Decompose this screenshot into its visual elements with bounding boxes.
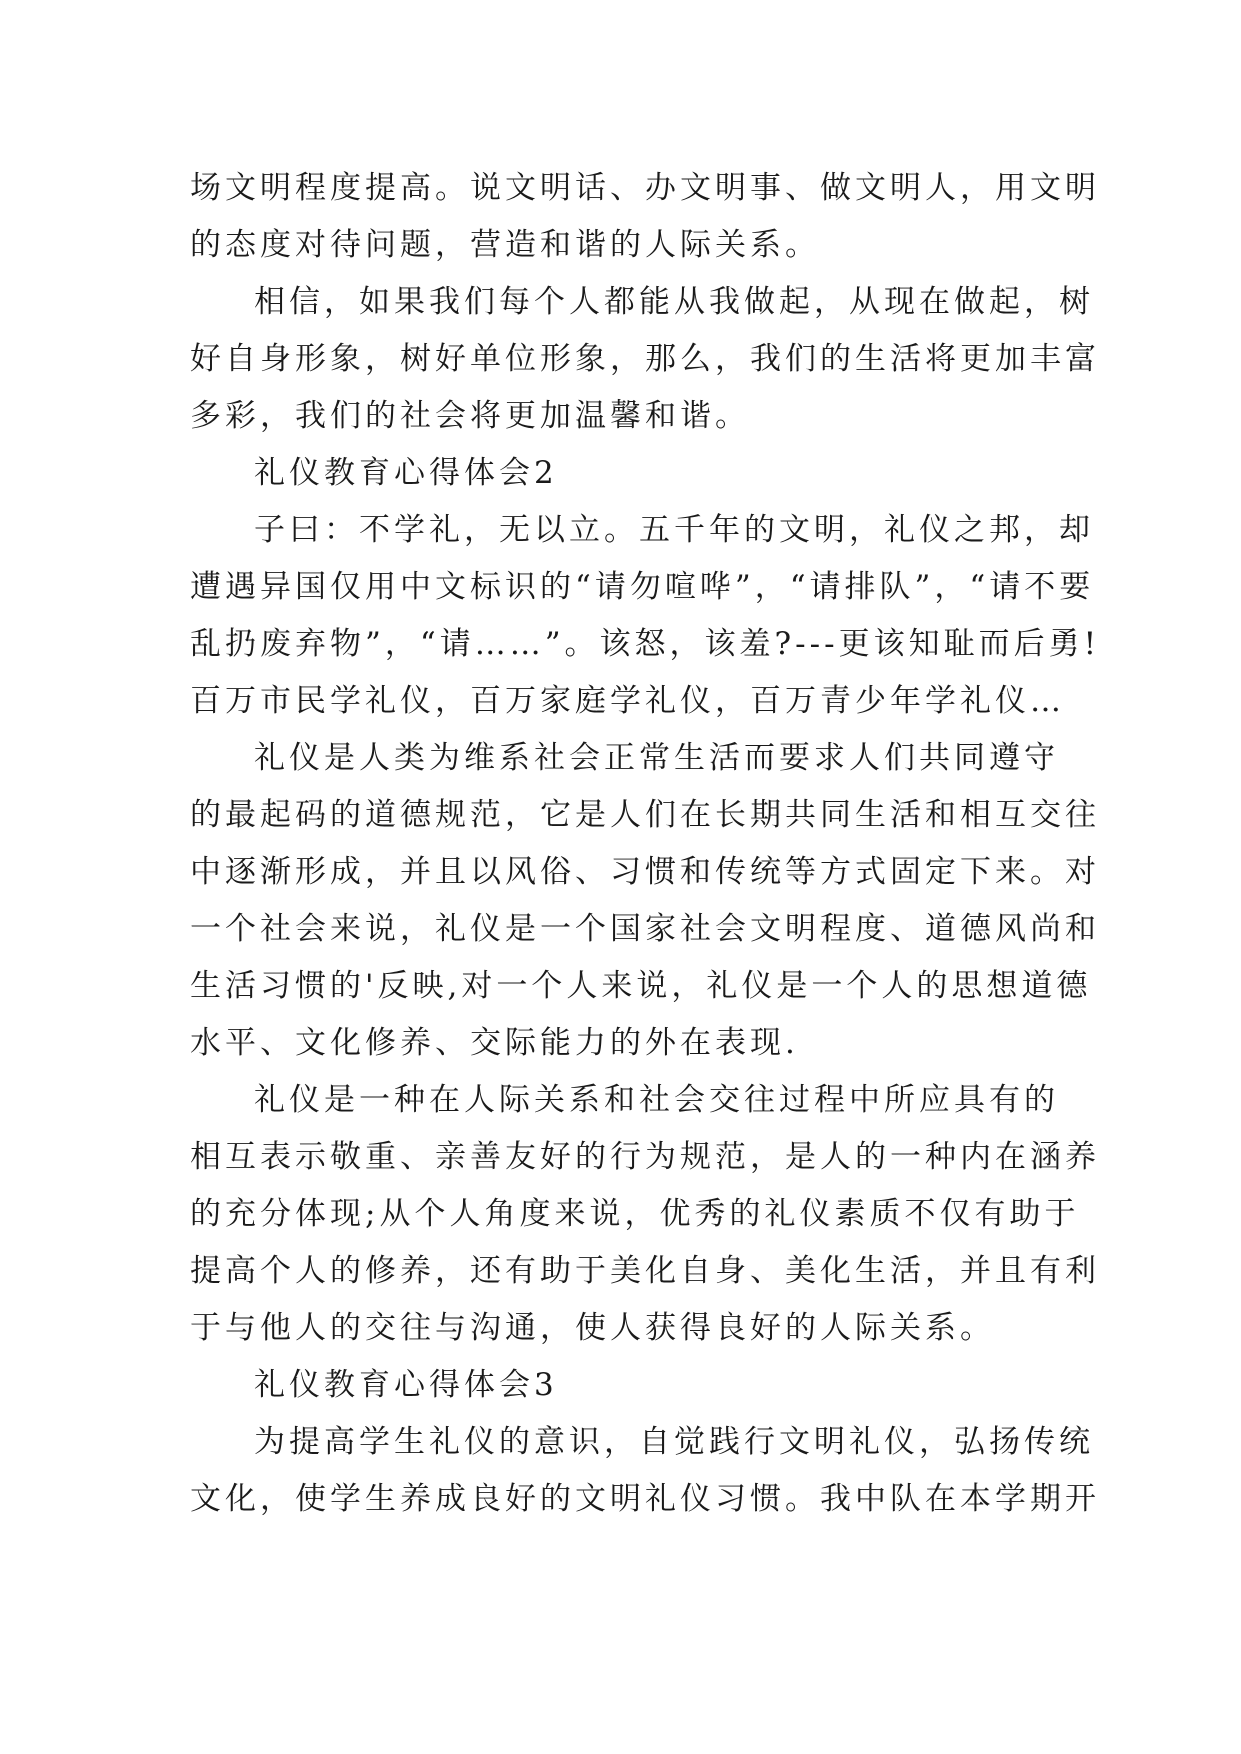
paragraph-continuation [190, 160, 1100, 274]
text-line: 好自身形象，树好单位形象，那么，我们的生活将更加丰富 [190, 341, 1100, 377]
paragraph [190, 274, 1100, 445]
text-line: 为提高学生礼仪的意识，自觉践行文明礼仪，弘扬传统 [254, 1424, 1094, 1460]
heading-text: 礼仪教育心得体会2 [254, 455, 558, 491]
paragraph [190, 502, 1101, 730]
text-line: 百万市民学礼仪，百万家庭学礼仪，百万青少年学礼仪… [190, 683, 1065, 719]
text-line: 的最起码的道德规范，它是人们在长期共同生活和相互交往 [190, 797, 1100, 833]
text-line: 礼仪是一种在人际关系和社会交往过程中所应具有的 [254, 1082, 1059, 1118]
text-line: 子曰：不学礼，无以立。五千年的文明，礼仪之邦，却 [254, 512, 1094, 548]
text-line: 相互表示敬重、亲善友好的行为规范，是人的一种内在涵养 [190, 1139, 1100, 1175]
text-line: 场文明程度提高。说文明话、办文明事、做文明人，用文明 [190, 170, 1100, 206]
text-line: 多彩，我们的社会将更加温馨和谐。 [190, 398, 750, 434]
paragraph [190, 730, 1100, 1072]
text-line: 生活习惯的'反映,对一个人来说，礼仪是一个人的思想道德 [190, 968, 1092, 1004]
paragraph [190, 1072, 1100, 1357]
text-line: 相信，如果我们每个人都能从我做起，从现在做起，树 [254, 284, 1094, 320]
text-line: 于与他人的交往与沟通，使人获得良好的人际关系。 [190, 1310, 995, 1346]
text-line: 遭遇异国仅用中文标识的“请勿喧哗”，“请排队”，“请不要 [190, 569, 1095, 605]
text-line: 提高个人的修养，还有助于美化自身、美化生活，并且有利 [190, 1253, 1100, 1289]
section-heading [190, 1357, 1052, 1414]
text-line: 的充分体现;从个人角度来说，优秀的礼仪素质不仅有助于 [190, 1196, 1080, 1232]
text-line: 文化，使学生养成良好的文明礼仪习惯。我中队在本学期开 [190, 1481, 1100, 1517]
section-heading [190, 445, 1052, 502]
document-body [190, 160, 1101, 1528]
text-line: 的态度对待问题，营造和谐的人际关系。 [190, 227, 820, 263]
paragraph [190, 1414, 1100, 1528]
text-line: 一个社会来说，礼仪是一个国家社会文明程度、道德风尚和 [190, 911, 1100, 947]
text-line: 礼仪是人类为维系社会正常生活而要求人们共同遵守 [254, 740, 1059, 776]
text-line: 乱扔废弃物”，“请……”。该怒，该羞?---更该知耻而后勇! [190, 626, 1101, 662]
heading-text: 礼仪教育心得体会3 [254, 1367, 558, 1403]
text-line: 水平、文化修养、交际能力的外在表现. [190, 1025, 799, 1061]
text-line: 中逐渐形成，并且以风俗、习惯和传统等方式固定下来。对 [190, 854, 1100, 890]
